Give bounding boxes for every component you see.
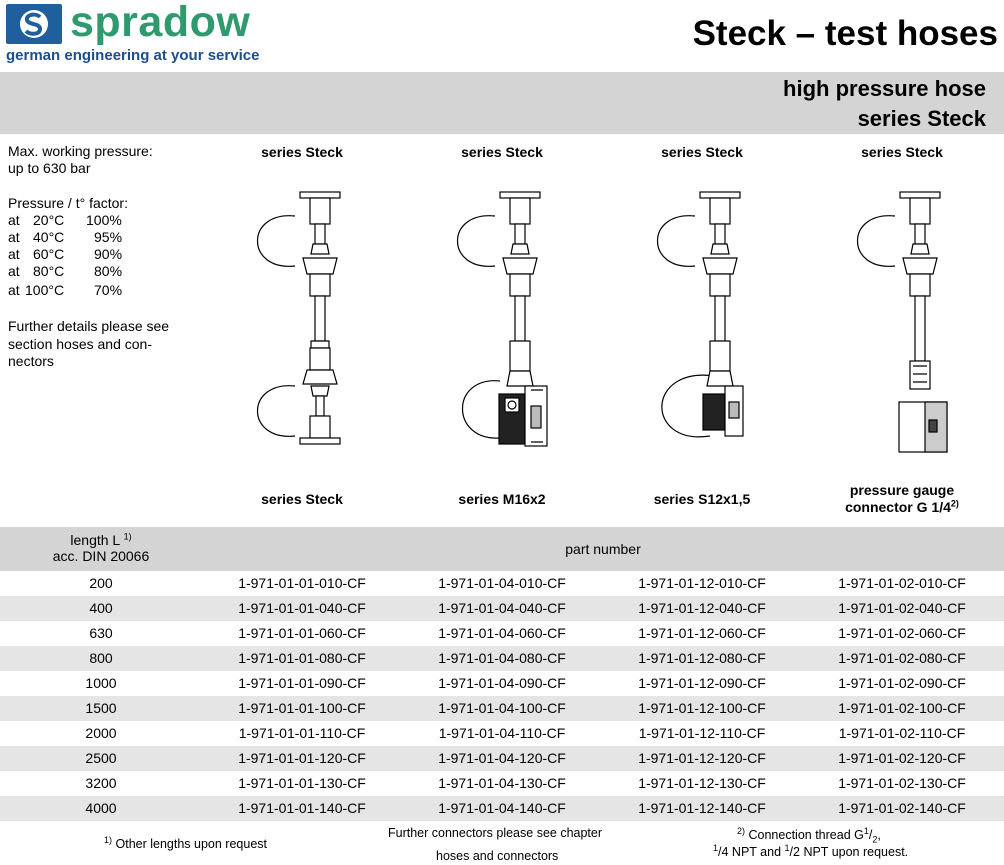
part-number-cell: 1-971-01-04-140-CF xyxy=(438,800,566,816)
details-line-1: Further details please see xyxy=(8,318,170,334)
part-number-cell: 1-971-01-01-130-CF xyxy=(238,775,366,791)
part-number-cell: 1-971-01-02-110-CF xyxy=(838,725,966,741)
factor-percent: 100% xyxy=(86,212,122,228)
spradow-logo-icon xyxy=(6,4,62,44)
part-number-cell: 1-971-01-02-090-CF xyxy=(838,675,966,691)
npt-b-text: 2 NPT upon request. xyxy=(793,845,909,859)
column-1-bottom-label: series Steck xyxy=(261,491,343,507)
part-number-cell: 1-971-01-12-010-CF xyxy=(638,575,766,591)
column-4-bottom-label-line-1: pressure gauge xyxy=(849,482,955,498)
section-banner xyxy=(0,72,1004,134)
column-3-bottom-label: series S12x1,5 xyxy=(653,491,751,507)
part-number-cell: 1-971-01-04-130-CF xyxy=(438,775,566,791)
fraction-denominator: 2 xyxy=(872,834,878,845)
banner-line-1: high pressure hose xyxy=(783,76,986,101)
table-row xyxy=(0,746,1004,771)
pressure-factor-label: Pressure / t° factor: xyxy=(8,195,128,211)
factor-percent: 80% xyxy=(94,263,123,279)
part-number-cell: 1-971-01-12-100-CF xyxy=(638,700,766,716)
table-row xyxy=(0,646,1004,671)
part-number-cell: 1-971-01-12-090-CF xyxy=(638,675,766,691)
footnote-1 xyxy=(104,834,267,851)
column-3-top-label: series Steck xyxy=(661,144,743,160)
column-4-top-label: series Steck xyxy=(861,144,943,160)
part-number-cell: 1-971-01-04-010-CF xyxy=(438,575,566,591)
part-number-cell: 1-971-01-12-060-CF xyxy=(638,625,766,641)
length-cell: 1500 xyxy=(85,700,117,716)
length-cell: 2500 xyxy=(85,750,117,766)
length-cell: 400 xyxy=(89,600,113,616)
length-cell: 630 xyxy=(89,625,113,641)
part-number-cell: 1-971-01-04-120-CF xyxy=(438,750,566,766)
length-header-text: length L xyxy=(70,532,120,548)
steck-both-ends-drawing xyxy=(255,176,375,456)
factor-at: at xyxy=(8,263,20,279)
npt-b-sup: 1 xyxy=(784,842,790,853)
table-row xyxy=(0,796,1004,821)
details-line-3: nectors xyxy=(8,353,54,369)
gauge-connector-text: connector G 1/4 xyxy=(845,499,951,515)
table-row xyxy=(0,771,1004,796)
table-row xyxy=(0,571,1004,596)
part-number-cell: 1-971-01-04-080-CF xyxy=(438,650,566,666)
part-number-cell: 1-971-01-01-090-CF xyxy=(238,675,366,691)
factor-percent: 70% xyxy=(94,282,123,298)
banner-line-2: series Steck xyxy=(857,106,986,131)
part-number-cell: 1-971-01-01-080-CF xyxy=(238,650,366,666)
part-number-cell: 1-971-01-01-060-CF xyxy=(238,625,366,641)
part-number-cell: 1-971-01-04-110-CF xyxy=(438,725,566,741)
npt-a-text: 4 NPT and xyxy=(721,845,782,859)
length-cell: 1000 xyxy=(85,675,117,691)
brand-tagline: german engineering at your service xyxy=(6,47,260,64)
part-number-cell: 1-971-01-12-130-CF xyxy=(638,775,766,791)
steck-m16x2-drawing xyxy=(455,176,575,456)
max-pressure-value: up to 630 bar xyxy=(8,160,91,176)
brand-name: spradow xyxy=(70,0,251,46)
part-number-cell: 1-971-01-02-010-CF xyxy=(838,575,966,591)
table-row xyxy=(0,671,1004,696)
factor-at: at xyxy=(8,282,20,298)
length-header-line-1 xyxy=(0,532,202,548)
length-header-line-2: acc. DIN 20066 xyxy=(52,548,150,564)
length-cell: 200 xyxy=(89,575,113,591)
more-connectors-line-2: hoses and connectors xyxy=(436,849,559,863)
factor-temp: 100°C xyxy=(25,282,65,298)
part-number-cell: 1-971-01-04-040-CF xyxy=(438,600,566,616)
max-pressure-label: Max. working pressure: xyxy=(8,143,153,159)
column-2-bottom-label: series M16x2 xyxy=(458,491,546,507)
part-number-cell: 1-971-01-01-040-CF xyxy=(238,600,366,616)
factor-temp: 40°C xyxy=(33,229,65,245)
brand-logo xyxy=(6,0,306,66)
factor-percent: 90% xyxy=(94,246,123,262)
part-number-cell: 1-971-01-02-080-CF xyxy=(838,650,966,666)
part-number-cell: 1-971-01-02-140-CF xyxy=(838,800,966,816)
column-2-top-label: series Steck xyxy=(461,144,543,160)
length-cell: 2000 xyxy=(85,725,117,741)
footnote-1-sup: 1) xyxy=(104,834,113,845)
factor-at: at xyxy=(8,229,20,245)
table-row xyxy=(0,721,1004,746)
steck-s12-drawing xyxy=(655,176,775,456)
part-number-cell: 1-971-01-02-060-CF xyxy=(838,625,966,641)
part-number-cell: 1-971-01-12-080-CF xyxy=(638,650,766,666)
npt-a-sup: 1 xyxy=(713,842,719,853)
table-row xyxy=(0,696,1004,721)
steck-gauge-drawing xyxy=(855,176,975,456)
footnote-2-line-1: $^{2)}$ Connection thread $G^1/_2$, xyxy=(737,825,881,845)
footnote-2-marker: 2) xyxy=(950,498,959,509)
length-cell: 4000 xyxy=(85,800,117,816)
column-4-bottom-label-line-2 xyxy=(802,499,1002,515)
part-number-cell: 1-971-01-04-090-CF xyxy=(438,675,566,691)
table-row xyxy=(0,596,1004,621)
factor-temp: 80°C xyxy=(33,263,65,279)
table-header xyxy=(0,527,1004,571)
part-number-cell: 1-971-01-01-120-CF xyxy=(238,750,366,766)
part-number-cell: 1-971-01-12-040-CF xyxy=(638,600,766,616)
footnote-1-marker: 1) xyxy=(123,531,132,542)
part-number-cell: 1-971-01-02-130-CF xyxy=(838,775,966,791)
footnote-2-line-2: $^1$/4 NPT and $^1$/2 NPT upon request. xyxy=(713,842,909,859)
part-number-cell: 1-971-01-01-140-CF xyxy=(238,800,366,816)
length-cell: 800 xyxy=(89,650,113,666)
part-number-cell: 1-971-01-02-100-CF xyxy=(838,700,966,716)
part-number-cell: 1-971-01-01-110-CF xyxy=(238,725,366,741)
column-1-top-label: series Steck xyxy=(261,144,343,160)
part-number-cell: 1-971-01-04-060-CF xyxy=(438,625,566,641)
part-number-cell: 1-971-01-01-010-CF xyxy=(238,575,366,591)
factor-temp: 20°C xyxy=(33,212,65,228)
part-number-cell: 1-971-01-12-120-CF xyxy=(638,750,766,766)
details-line-2: section hoses and con- xyxy=(8,336,152,352)
part-number-header: part number xyxy=(565,541,641,557)
more-connectors-line-1: Further connectors please see chapter xyxy=(388,826,603,840)
part-number-cell: 1-971-01-04-100-CF xyxy=(438,700,566,716)
footnote-1-text: Other lengths upon request xyxy=(115,837,267,851)
page-title: Steck – test hoses xyxy=(692,14,998,53)
factor-temp: 60°C xyxy=(33,246,65,262)
part-number-cell: 1-971-01-12-140-CF xyxy=(638,800,766,816)
factor-at: at xyxy=(8,246,20,262)
factor-percent: 95% xyxy=(94,229,123,245)
part-number-cell: 1-971-01-02-040-CF xyxy=(838,600,966,616)
part-number-cell: 1-971-01-12-110-CF xyxy=(638,725,766,741)
length-cell: 3200 xyxy=(85,775,117,791)
footnote-2-text: Connection thread G xyxy=(748,828,864,842)
fraction-numerator: 1 xyxy=(863,825,869,836)
table-row xyxy=(0,621,1004,646)
factor-at: at xyxy=(8,212,20,228)
part-number-cell: 1-971-01-02-120-CF xyxy=(838,750,966,766)
footnote-2-sup: 2) xyxy=(737,825,746,836)
part-number-cell: 1-971-01-01-100-CF xyxy=(238,700,366,716)
